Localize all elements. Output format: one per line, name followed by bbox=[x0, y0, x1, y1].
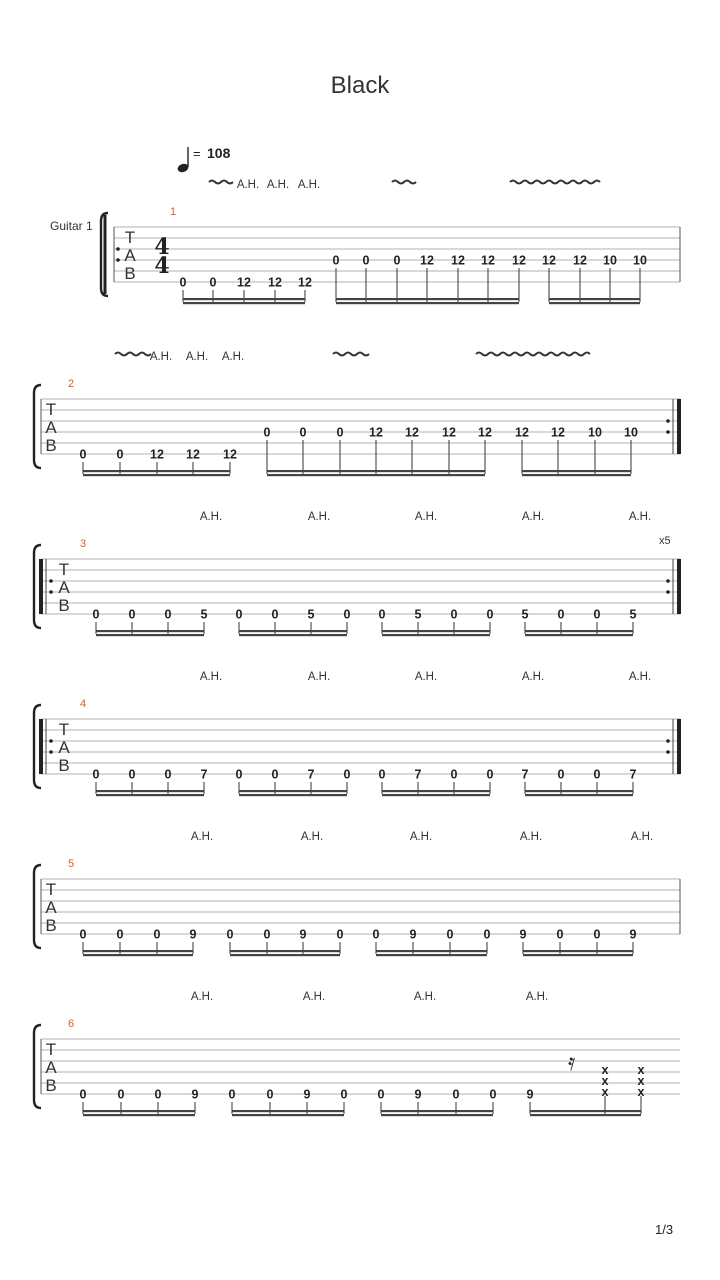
artificial-harmonic-label: A.H. bbox=[307, 511, 331, 523]
artificial-harmonic-label: A.H. bbox=[297, 179, 321, 191]
instrument-label: Guitar 1 bbox=[50, 219, 93, 233]
repeat-dot bbox=[49, 739, 53, 743]
artificial-harmonic-label: A.H. bbox=[521, 671, 545, 683]
fret-number: 0 bbox=[377, 1087, 385, 1102]
fret-number: 0 bbox=[164, 607, 172, 622]
fret-number: 0 bbox=[226, 927, 234, 942]
beam bbox=[267, 474, 376, 476]
beam bbox=[239, 634, 347, 636]
tab-clef-letter: B bbox=[58, 596, 70, 615]
artificial-harmonic-label: A.H. bbox=[266, 179, 290, 191]
fret-number: 0 bbox=[179, 275, 187, 290]
beam bbox=[427, 302, 519, 304]
repeat-dot bbox=[116, 247, 120, 251]
sixteenth-rest: 𝄿 bbox=[568, 1048, 576, 1076]
fret-number: 0 bbox=[128, 767, 136, 782]
tab-clef-letter: B bbox=[124, 264, 136, 283]
fret-number: 0 bbox=[489, 1087, 497, 1102]
artificial-harmonic-label: A.H. bbox=[307, 671, 331, 683]
fret-number: 12 bbox=[478, 425, 492, 440]
fret-number: 0 bbox=[593, 927, 601, 942]
fret-number: 7 bbox=[200, 767, 208, 782]
dead-note: x bbox=[637, 1085, 645, 1099]
dead-note: x bbox=[637, 1074, 645, 1088]
beam bbox=[336, 302, 427, 304]
fret-number: 0 bbox=[483, 927, 491, 942]
beam bbox=[382, 630, 490, 632]
repeat-dot bbox=[116, 258, 120, 262]
fret-number: 12 bbox=[481, 253, 495, 268]
repeat-dot bbox=[666, 430, 670, 434]
artificial-harmonic-label: A.H. bbox=[302, 991, 326, 1003]
fret-number: 9 bbox=[629, 927, 637, 942]
artificial-harmonic-label: A.H. bbox=[221, 351, 245, 363]
fret-number: 0 bbox=[336, 927, 344, 942]
fret-number: 12 bbox=[551, 425, 565, 440]
fret-number: 0 bbox=[556, 927, 564, 942]
system-bracket bbox=[34, 385, 41, 468]
fret-number: 0 bbox=[79, 447, 87, 462]
beam bbox=[83, 954, 193, 956]
repeat-dot bbox=[666, 750, 670, 754]
repeat-dot bbox=[666, 739, 670, 743]
artificial-harmonic-label: A.H. bbox=[519, 831, 543, 843]
fret-number: 0 bbox=[557, 607, 565, 622]
fret-number: 7 bbox=[521, 767, 529, 782]
fret-number: 12 bbox=[186, 447, 200, 462]
dead-note: x bbox=[637, 1063, 645, 1077]
fret-number: 0 bbox=[486, 607, 494, 622]
beam bbox=[183, 298, 305, 300]
beam bbox=[382, 634, 490, 636]
fret-number: 0 bbox=[450, 607, 458, 622]
fret-number: 0 bbox=[164, 767, 172, 782]
artificial-harmonic-label: A.H. bbox=[525, 991, 549, 1003]
tab-clef-letter: A bbox=[45, 418, 57, 437]
artificial-harmonic-label: A.H. bbox=[628, 511, 652, 523]
vibrato-mark bbox=[510, 181, 600, 184]
fret-number: 0 bbox=[228, 1087, 236, 1102]
beam bbox=[96, 630, 204, 632]
beam bbox=[382, 794, 490, 796]
beam bbox=[230, 954, 340, 956]
fret-number: 0 bbox=[154, 1087, 162, 1102]
fret-number: 0 bbox=[362, 253, 370, 268]
artificial-harmonic-label: A.H. bbox=[300, 831, 324, 843]
tab-clef-letter: T bbox=[124, 228, 136, 247]
tab-clef-letter: T bbox=[45, 400, 57, 419]
measure-number: 3 bbox=[80, 538, 87, 550]
measure-number: 1 bbox=[170, 206, 177, 218]
repeat-dot bbox=[49, 590, 53, 594]
fret-number: 12 bbox=[442, 425, 456, 440]
tab-clef-letter: A bbox=[45, 1058, 57, 1077]
repeat-dot bbox=[49, 750, 53, 754]
artificial-harmonic-label: A.H. bbox=[630, 831, 654, 843]
fret-number: 12 bbox=[515, 425, 529, 440]
fret-number: 0 bbox=[116, 927, 124, 942]
fret-number: 0 bbox=[79, 927, 87, 942]
fret-number: 12 bbox=[512, 253, 526, 268]
artificial-harmonic-label: A.H. bbox=[236, 179, 260, 191]
beam bbox=[525, 630, 633, 632]
fret-number: 5 bbox=[414, 607, 422, 622]
vibrato-mark bbox=[333, 353, 369, 356]
beam bbox=[83, 470, 230, 472]
artificial-harmonic-label: A.H. bbox=[521, 511, 545, 523]
fret-number: 9 bbox=[191, 1087, 199, 1102]
beam bbox=[232, 1114, 344, 1116]
vibrato-mark bbox=[392, 181, 416, 184]
fret-number: 0 bbox=[116, 447, 124, 462]
fret-number: 12 bbox=[223, 447, 237, 462]
beam bbox=[96, 794, 204, 796]
fret-number: 12 bbox=[451, 253, 465, 268]
fret-number: 10 bbox=[588, 425, 602, 440]
fret-number: 0 bbox=[336, 425, 344, 440]
fret-number: 0 bbox=[271, 767, 279, 782]
time-signature-bottom: 4 bbox=[154, 253, 170, 279]
beam bbox=[376, 470, 485, 472]
fret-number: 5 bbox=[200, 607, 208, 622]
fret-number: 9 bbox=[414, 1087, 422, 1102]
beam bbox=[83, 1110, 195, 1112]
fret-number: 5 bbox=[307, 607, 315, 622]
beam bbox=[525, 634, 633, 636]
fret-number: 0 bbox=[378, 767, 386, 782]
beam bbox=[376, 474, 485, 476]
tab-clef-letter: B bbox=[45, 1076, 57, 1095]
beam bbox=[96, 790, 204, 792]
artificial-harmonic-label: A.H. bbox=[199, 511, 223, 523]
dead-note: x bbox=[601, 1085, 609, 1099]
fret-number: 0 bbox=[235, 767, 243, 782]
fret-number: 0 bbox=[266, 1087, 274, 1102]
fret-number: 12 bbox=[405, 425, 419, 440]
dead-note: x bbox=[601, 1063, 609, 1077]
fret-number: 9 bbox=[303, 1087, 311, 1102]
fret-number: 0 bbox=[263, 927, 271, 942]
tab-clef-letter: B bbox=[58, 756, 70, 775]
fret-number: 0 bbox=[79, 1087, 87, 1102]
fret-number: 12 bbox=[420, 253, 434, 268]
beam bbox=[549, 302, 640, 304]
fret-number: 0 bbox=[452, 1087, 460, 1102]
beam bbox=[522, 474, 631, 476]
vibrato-mark bbox=[209, 181, 233, 184]
fret-number: 0 bbox=[343, 607, 351, 622]
beam bbox=[523, 950, 633, 952]
tab-clef-letter: T bbox=[58, 720, 70, 739]
fret-number: 0 bbox=[593, 767, 601, 782]
beam bbox=[530, 1114, 641, 1116]
beam bbox=[530, 1110, 641, 1112]
beam bbox=[523, 954, 633, 956]
fret-number: 9 bbox=[299, 927, 307, 942]
system-bracket bbox=[34, 1025, 41, 1108]
tab-clef-letter: T bbox=[58, 560, 70, 579]
artificial-harmonic-label: A.H. bbox=[190, 991, 214, 1003]
artificial-harmonic-label: A.H. bbox=[414, 511, 438, 523]
fret-number: 0 bbox=[378, 607, 386, 622]
beam bbox=[525, 790, 633, 792]
measure-number: 4 bbox=[80, 698, 87, 710]
fret-number: 12 bbox=[150, 447, 164, 462]
fret-number: 9 bbox=[519, 927, 527, 942]
tempo-bpm: 108 bbox=[207, 145, 231, 161]
dead-note: x bbox=[601, 1074, 609, 1088]
tab-clef-letter: A bbox=[58, 738, 70, 757]
beam bbox=[239, 630, 347, 632]
repeat-dot bbox=[666, 419, 670, 423]
tab-clef-letter: B bbox=[45, 436, 57, 455]
beam bbox=[336, 298, 427, 300]
beam bbox=[83, 1114, 195, 1116]
fret-number: 7 bbox=[414, 767, 422, 782]
beam bbox=[232, 1110, 344, 1112]
fret-number: 0 bbox=[92, 767, 100, 782]
fret-number: 10 bbox=[624, 425, 638, 440]
fret-number: 9 bbox=[526, 1087, 534, 1102]
fret-number: 0 bbox=[209, 275, 217, 290]
fret-number: 12 bbox=[268, 275, 282, 290]
fret-number: 0 bbox=[263, 425, 271, 440]
measure-number: 6 bbox=[68, 1018, 75, 1030]
beam bbox=[549, 298, 640, 300]
fret-number: 12 bbox=[237, 275, 251, 290]
beam bbox=[376, 954, 487, 956]
tab-clef-letter: A bbox=[58, 578, 70, 597]
artificial-harmonic-label: A.H. bbox=[190, 831, 214, 843]
measure-number: 2 bbox=[68, 378, 75, 390]
fret-number: 0 bbox=[486, 767, 494, 782]
beam bbox=[183, 302, 305, 304]
artificial-harmonic-label: A.H. bbox=[199, 671, 223, 683]
fret-number: 0 bbox=[343, 767, 351, 782]
repeat-count-label: x5 bbox=[659, 535, 671, 547]
fret-number: 0 bbox=[450, 767, 458, 782]
fret-number: 12 bbox=[298, 275, 312, 290]
beam bbox=[522, 470, 631, 472]
fret-number: 12 bbox=[542, 253, 556, 268]
tab-clef-letter: B bbox=[45, 916, 57, 935]
artificial-harmonic-label: A.H. bbox=[413, 991, 437, 1003]
fret-number: 9 bbox=[409, 927, 417, 942]
fret-number: 0 bbox=[153, 927, 161, 942]
fret-number: 0 bbox=[393, 253, 401, 268]
fret-number: 0 bbox=[372, 927, 380, 942]
fret-number: 5 bbox=[521, 607, 529, 622]
artificial-harmonic-label: A.H. bbox=[409, 831, 433, 843]
fret-number: 0 bbox=[92, 607, 100, 622]
measure-number: 5 bbox=[68, 858, 75, 870]
fret-number: 0 bbox=[332, 253, 340, 268]
beam bbox=[83, 474, 230, 476]
beam bbox=[267, 470, 376, 472]
page-number: 1/3 bbox=[655, 1222, 674, 1237]
repeat-dot bbox=[666, 579, 670, 583]
repeat-dot bbox=[49, 579, 53, 583]
fret-number: 9 bbox=[189, 927, 197, 942]
beam bbox=[96, 634, 204, 636]
time-signature-top: 4 bbox=[154, 234, 170, 260]
score-title: Black bbox=[330, 72, 390, 99]
system-bracket bbox=[34, 865, 41, 948]
artificial-harmonic-label: A.H. bbox=[185, 351, 209, 363]
beam bbox=[381, 1110, 493, 1112]
fret-number: 0 bbox=[593, 607, 601, 622]
artificial-harmonic-label: A.H. bbox=[628, 671, 652, 683]
tempo-equals: = bbox=[193, 146, 201, 161]
beam bbox=[376, 950, 487, 952]
vibrato-mark bbox=[115, 353, 151, 356]
artificial-harmonic-label: A.H. bbox=[414, 671, 438, 683]
fret-number: 7 bbox=[307, 767, 315, 782]
fret-number: 0 bbox=[557, 767, 565, 782]
fret-number: 0 bbox=[117, 1087, 125, 1102]
fret-number: 10 bbox=[633, 253, 647, 268]
beam bbox=[427, 298, 519, 300]
fret-number: 0 bbox=[340, 1087, 348, 1102]
fret-number: 0 bbox=[299, 425, 307, 440]
beam bbox=[239, 790, 347, 792]
beam bbox=[83, 950, 193, 952]
tab-clef-letter: T bbox=[45, 1040, 57, 1059]
fret-number: 12 bbox=[573, 253, 587, 268]
fret-number: 0 bbox=[271, 607, 279, 622]
tab-clef-letter: T bbox=[45, 880, 57, 899]
tab-clef-letter: A bbox=[45, 898, 57, 917]
fret-number: 0 bbox=[128, 607, 136, 622]
beam bbox=[382, 790, 490, 792]
fret-number: 0 bbox=[446, 927, 454, 942]
beam bbox=[230, 950, 340, 952]
fret-number: 5 bbox=[629, 607, 637, 622]
fret-number: 10 bbox=[603, 253, 617, 268]
vibrato-mark bbox=[476, 353, 590, 356]
artificial-harmonic-label: A.H. bbox=[149, 351, 173, 363]
tab-clef-letter: A bbox=[124, 246, 136, 265]
beam bbox=[381, 1114, 493, 1116]
fret-number: 7 bbox=[629, 767, 637, 782]
fret-number: 12 bbox=[369, 425, 383, 440]
beam bbox=[525, 794, 633, 796]
fret-number: 0 bbox=[235, 607, 243, 622]
beam bbox=[239, 794, 347, 796]
repeat-dot bbox=[666, 590, 670, 594]
